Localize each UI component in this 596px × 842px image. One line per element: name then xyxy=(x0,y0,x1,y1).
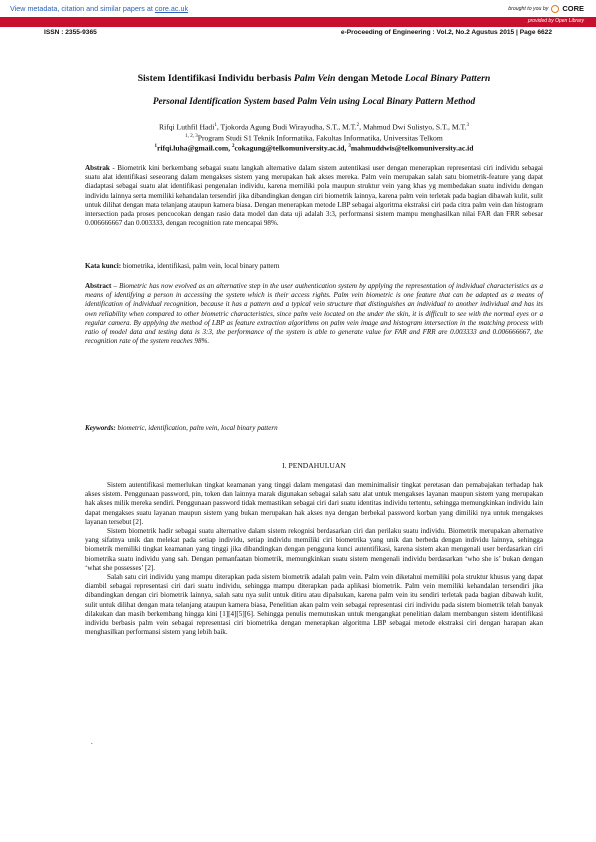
keywords: Keywords: biometric, identification, palm vein, local binary pattern xyxy=(85,424,278,432)
brought-text: brought to you by xyxy=(508,5,549,12)
abstract-section xyxy=(85,282,543,346)
issn: ISSN : 2355-9365 xyxy=(44,29,97,36)
paragraph-1: Sistem autentifikasi memerlukan tingkat keamanan yang tinggi dalam mengatasi dan meminimalisir tingkat peretasan dan pemabajakan terhadap hak akses sistem. Penggunaan password, pin, token dan lainnya marak digunakan sebagai salah satu alat untuk mengakses layanan maupun sistem yang merupakan hak akses milik mereka sendiri. Penggunaan password tidak memastikan sebagai ciri dari suatu identitas individu tertentu, sehingga memungkinkan individu lain dapat mengakses suatu layanan maupun sistem yang bukan merupakan hak akses nya dengan berbekal password korban yang dimiliki nya untuk mengakses layanan tersebut [2]. xyxy=(85,481,543,526)
paragraph-3: Salah satu ciri individu yang mampu diterapkan pada sistem biometrik adalah palm vein. Palm vein diketahui memiliki pola struktur khusus yang dapat diambil sebagai representasi ciri dari suatu individu, sehingga mampu diterapkan pada aplikasi biometrik. Palm vein memiliki kehandalan tersendiri jika dibandingkan dengan ciri biometrik lainnya, salah satu nya sulit untuk ditiru atau dipalsukan, karena palm vein itu sendiri terletak pada bagian dibawah kulit, sulit untuk dilihat dengan mata telanjang ataupun kamera biasa, Penelitian akan palm vein sebagai representasi ciri individu pada sistem biometrik telah banyak dilakukan dan masih berkembang hingga kini [1][4][5][6]. Sehingga penulis memutuskan untuk mengangkat penelitian dalam membangun sistem identifikasi individu berbasis palm vein sebagai representasi ciri biometrika dengan menerapkan algoritma LBP sebagai metode ekstraksi ciri dengan harapan akan menghasilkan performansi sistem yang lebih baik. xyxy=(85,573,543,637)
authors-block xyxy=(85,121,543,153)
core-link-text: View metadata, citation and similar papers at xyxy=(10,4,155,13)
core-logo-text: CORE xyxy=(562,4,584,13)
core-logo-icon xyxy=(551,5,559,13)
paragraph-2: Sistem biometrik hadir sebagai suatu alternative dalam sistem rekognisi berdasarkan ciri dan perilaku suatu individu. Biometrik merupakan alternative yang sifatnya unik dan melekat pada setiap individu, setiap individu memiliki ciri biometrika yang unik dan berbeda dengan individu lainnya, sehingga biometrik memiliki tingkat keamanan yang tinggi jika dibandingkan dengan pengguna kunci autentifikasi, karena sistem akan mengenali user berdasarkan ciri biometrika suatu individu yang sah. Dengan pemanfaatan biometrik, memungkinkan suatu sistem mengenali individu berdasarkan ‘who she is’ bukan dengan ‘what she possesses’ [2]. xyxy=(85,527,543,572)
provider-bar xyxy=(0,17,596,27)
core-link-url[interactable]: core.ac.uk xyxy=(154,4,189,13)
kata-kunci: Kata kunci: biometrika, identifikasi, palm vein, local binary pattern xyxy=(85,262,280,270)
journal-header xyxy=(0,27,596,40)
paper-title: Sistem Identifikasi Individu berbasis Palm Vein dengan Metode Local Binary Pattern xyxy=(137,73,491,84)
abstrak-section xyxy=(85,164,543,228)
emails: $^1$rifqi.luha@gmail.com, $^2$cokagung@telkomuniversity.ac.id, $^3$mahmuddwis@telkomuniversity.ac.id xyxy=(154,143,474,153)
abstract-text: – Biometric has now evolved as an alternative step in the user authentication system by applying the representation of individual characteristics as a means of identifying a person in accessing the system which is their access rights. Palm vein biometric is one feature that can be adapted as a means of identification of individual recognition, because it has a pattern and a typical vein structure that distinguishes an individual to another individual and has its own reliability when compared to other biometric characteristics, since palm vein located on the under the skin, it is difficult to see with the normal eyes or a regular camera. By applying the method of LBP as feature extraction algorithms on palm vein image and histogram intersection in the matching process with ratio of model data and testing data is 3:3, the performance of the system is able to generate value for FAR and FRR are 0.003333 and 0.006666667, the recognition rate of the system reaches 98%. xyxy=(85,282,543,346)
author-list: Rifqi Luthfil Hadi$^1$, Tjokorda Agung Budi Wirayudha, S.T., M.T.$^2$, Mahmud Dwi Sulistyo, S.T., M.T.$^3$ xyxy=(159,122,469,132)
journal-citation: e-Proceeding of Engineering : Vol.2, No.2 Agustus 2015 | Page 6622 xyxy=(340,29,552,36)
section-heading: I. PENDAHULUAN xyxy=(282,461,346,470)
provided-by[interactable]: provided by Open Library xyxy=(527,18,584,24)
body-text xyxy=(85,481,543,637)
abstrak-label: Abstrak xyxy=(85,164,110,172)
affiliation: $^{1, 2, 3}$Program Studi S1 Teknik Informatika, Fakultas Informatika, Universitas Telkom xyxy=(185,133,443,143)
abstrak-text: - Biometrik kini berkembang sebagai suatu langkah alternative dalam sistem autentikasi user dengan menerapkan representasi ciri individu sebagai suatu alat identifikasi seseorang dalam mengakses sistem yang merupakan hak akses mereka. Palm vein merupakan salah satu biometrik-feature yang dapat diadaptasi sebagai suatu alat identifikasi pengenalan individu, karena memiliki pola maupun struktur vein yang khas yg membedakan suatu individu dengan individu lainnya serta memiliki kehandalan tersendiri jika dibandingkan dengan ciri biometrik lainnya, karena palm vein terletak pada bagian dibawah kulit, sulit untuk dilihat dengan mata telanjang ataupun kamera biasa. Dengan menerapkan metode LBP sebagai algoritma ekstraksi ciri pada citra palm vein dan histogram intersection pada proses pencocokan dengan rasio data model dan data uji adalah 3:3, performansi sistem mampu menghasilkan nilai FAR dan FRR sebesar 0.006666667 dan 0.003333, dengan recognition rate mencapai 98%. xyxy=(85,164,543,228)
abstract-label: Abstract xyxy=(85,282,112,290)
paper-subtitle: Personal Identification System based Palm Vein using Local Binary Pattern Method xyxy=(152,97,476,107)
core-metadata-link[interactable] xyxy=(10,4,188,13)
core-brand[interactable] xyxy=(508,4,584,13)
trailing-dot: . xyxy=(91,738,93,746)
